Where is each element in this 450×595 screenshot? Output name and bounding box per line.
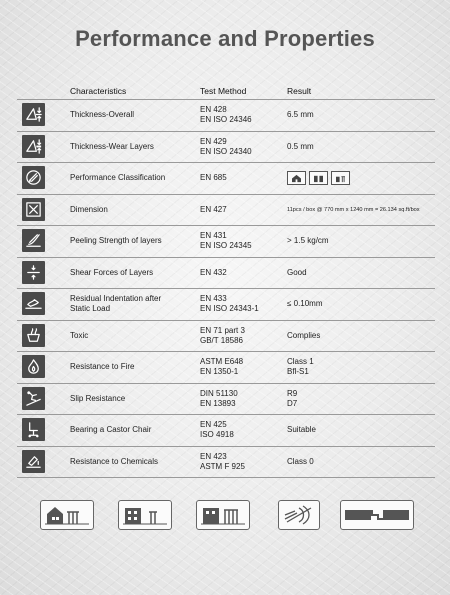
result-cell bbox=[287, 132, 435, 163]
characteristic-cell-line: Residual Indentation after bbox=[70, 294, 162, 304]
test-method-cell-line: EN 432 bbox=[200, 267, 227, 277]
page-title: Performance and Properties bbox=[75, 26, 375, 51]
test-method-cell bbox=[200, 447, 285, 478]
test-method-cell bbox=[200, 100, 285, 131]
result-cell bbox=[287, 226, 435, 257]
test-method-cell bbox=[200, 132, 285, 163]
test-method-cell-line: EN 425 bbox=[200, 420, 227, 430]
click-profile-icon bbox=[340, 500, 414, 530]
characteristic-cell bbox=[70, 321, 200, 352]
characteristic-cell bbox=[70, 163, 200, 194]
industrial-icon bbox=[331, 171, 350, 185]
table-row bbox=[17, 100, 435, 132]
characteristic-cell bbox=[70, 195, 200, 226]
shear-icon bbox=[22, 261, 45, 284]
house-icon bbox=[287, 171, 306, 185]
test-method-cell bbox=[200, 384, 285, 415]
table-row bbox=[17, 352, 435, 384]
test-method-cell bbox=[200, 352, 285, 383]
test-method-cell bbox=[200, 258, 285, 289]
test-method-cell bbox=[200, 289, 285, 320]
table-row bbox=[17, 195, 435, 227]
result-cell-line: 6.5 mm bbox=[287, 110, 314, 120]
test-method-cell bbox=[200, 321, 285, 352]
indentation-icon bbox=[22, 292, 45, 315]
characteristic-cell-line: Performance Classification bbox=[70, 173, 166, 183]
characteristic-cell bbox=[70, 289, 200, 320]
result-cell bbox=[287, 447, 435, 478]
characteristic-cell-line: Thickness-Overall bbox=[70, 110, 135, 120]
characteristic-cell bbox=[70, 132, 200, 163]
test-method-cell-line: EN 427 bbox=[200, 204, 227, 214]
test-method-cell-line: EN ISO 24343-1 bbox=[200, 304, 259, 314]
table-row bbox=[17, 226, 435, 258]
header-result: Result bbox=[287, 86, 312, 96]
characteristic-cell-line: Toxic bbox=[70, 330, 89, 340]
header-characteristics: Characteristics bbox=[70, 86, 127, 96]
characteristic-cell bbox=[70, 447, 200, 478]
result-cell-line: Bfl-S1 bbox=[287, 367, 309, 377]
result-cell-line: Class 0 bbox=[287, 456, 314, 466]
result-cell-line: R9 bbox=[287, 388, 298, 398]
characteristic-cell bbox=[70, 415, 200, 446]
characteristic-cell-line: Resistance to Chemicals bbox=[70, 456, 159, 466]
test-method-cell-line: GB/T 18586 bbox=[200, 335, 243, 345]
result-cell-line: Good bbox=[287, 267, 307, 277]
test-method-cell-line: ISO 4918 bbox=[200, 430, 234, 440]
characteristic-cell bbox=[70, 258, 200, 289]
table-row bbox=[17, 321, 435, 353]
result-cell bbox=[287, 384, 435, 415]
result-cell-line: 11pcs / box @ 770 mm x 1240 mm = 26.134 sq.ft/box bbox=[287, 206, 420, 213]
characteristic-cell-line: Peeling Strength of layers bbox=[70, 236, 162, 246]
result-cell bbox=[287, 100, 435, 131]
test-method-cell bbox=[200, 226, 285, 257]
table-headers bbox=[0, 86, 450, 100]
chemicals-icon bbox=[22, 450, 45, 473]
test-method-cell-line: EN 433 bbox=[200, 294, 227, 304]
slip-icon bbox=[22, 387, 45, 410]
characteristic-cell-line: Thickness-Wear Layers bbox=[70, 141, 154, 151]
test-method-cell-line: ASTM E648 bbox=[200, 357, 244, 367]
test-method-cell-line: EN 685 bbox=[200, 173, 227, 183]
test-method-cell bbox=[200, 163, 285, 194]
result-cell bbox=[287, 258, 435, 289]
result-cell-line: 0.5 mm bbox=[287, 141, 314, 151]
result-cell bbox=[287, 321, 435, 352]
thickness-icon bbox=[22, 103, 45, 126]
properties-table bbox=[17, 99, 435, 478]
characteristic-cell-line: Dimension bbox=[70, 204, 108, 214]
characteristic-cell bbox=[70, 384, 200, 415]
test-method-cell-line: ASTM F 925 bbox=[200, 461, 245, 471]
result-cell bbox=[287, 352, 435, 383]
residential-use-icon bbox=[40, 500, 94, 530]
result-cell-line: Complies bbox=[287, 330, 321, 340]
table-row bbox=[17, 447, 435, 479]
classification-icon bbox=[22, 166, 45, 189]
characteristic-cell bbox=[70, 226, 200, 257]
result-cell bbox=[287, 415, 435, 446]
test-method-cell-line: EN ISO 24345 bbox=[200, 241, 252, 251]
characteristic-cell-line: Shear Forces of Layers bbox=[70, 267, 154, 277]
characteristic-cell-line: Static Load bbox=[70, 304, 111, 314]
commercial-use-icon bbox=[118, 500, 172, 530]
toxic-icon bbox=[22, 324, 45, 347]
characteristic-cell bbox=[70, 100, 200, 131]
characteristic-cell-line: Bearing a Castor Chair bbox=[70, 425, 152, 435]
table-row bbox=[17, 289, 435, 321]
characteristic-cell bbox=[70, 352, 200, 383]
table-row bbox=[17, 132, 435, 164]
result-cell bbox=[287, 163, 435, 194]
result-cell-line: D7 bbox=[287, 398, 298, 408]
castor-chair-icon bbox=[22, 418, 45, 441]
result-cell-line: ≤ 0.10mm bbox=[287, 299, 323, 309]
table-row bbox=[17, 384, 435, 416]
test-method-cell-line: EN 13893 bbox=[200, 398, 236, 408]
sound-reduction-icon bbox=[278, 500, 320, 530]
test-method-cell bbox=[200, 415, 285, 446]
wear-layer-icon bbox=[22, 135, 45, 158]
test-method-cell-line: EN ISO 24346 bbox=[200, 115, 252, 125]
result-cell bbox=[287, 195, 435, 226]
peeling-icon bbox=[22, 229, 45, 252]
header-test-method: Test Method bbox=[200, 86, 247, 96]
result-cell-line: Class 1 bbox=[287, 357, 314, 367]
result-cell bbox=[287, 289, 435, 320]
test-method-cell bbox=[200, 195, 285, 226]
test-method-cell-line: EN 1350-1 bbox=[200, 367, 239, 377]
test-method-cell-line: EN 428 bbox=[200, 105, 227, 115]
result-cell-line: > 1.5 kg/cm bbox=[287, 236, 329, 246]
table-row bbox=[17, 258, 435, 290]
table-row bbox=[17, 163, 435, 195]
fire-icon bbox=[22, 355, 45, 378]
test-method-cell-line: EN 423 bbox=[200, 451, 227, 461]
characteristic-cell-line: Resistance to Fire bbox=[70, 362, 135, 372]
characteristic-cell-line: Slip Resistance bbox=[70, 393, 126, 403]
commercial-icon bbox=[309, 171, 328, 185]
usage-icons-row bbox=[0, 500, 450, 534]
dimension-icon bbox=[22, 198, 45, 221]
table-row bbox=[17, 415, 435, 447]
test-method-cell-line: EN 431 bbox=[200, 231, 227, 241]
test-method-cell-line: EN ISO 24340 bbox=[200, 146, 252, 156]
test-method-cell-line: DIN 51130 bbox=[200, 388, 238, 398]
result-cell-line: Suitable bbox=[287, 425, 316, 435]
test-method-cell-line: EN 429 bbox=[200, 136, 227, 146]
test-method-cell-line: EN 71 part 3 bbox=[200, 325, 245, 335]
industrial-use-icon bbox=[196, 500, 250, 530]
